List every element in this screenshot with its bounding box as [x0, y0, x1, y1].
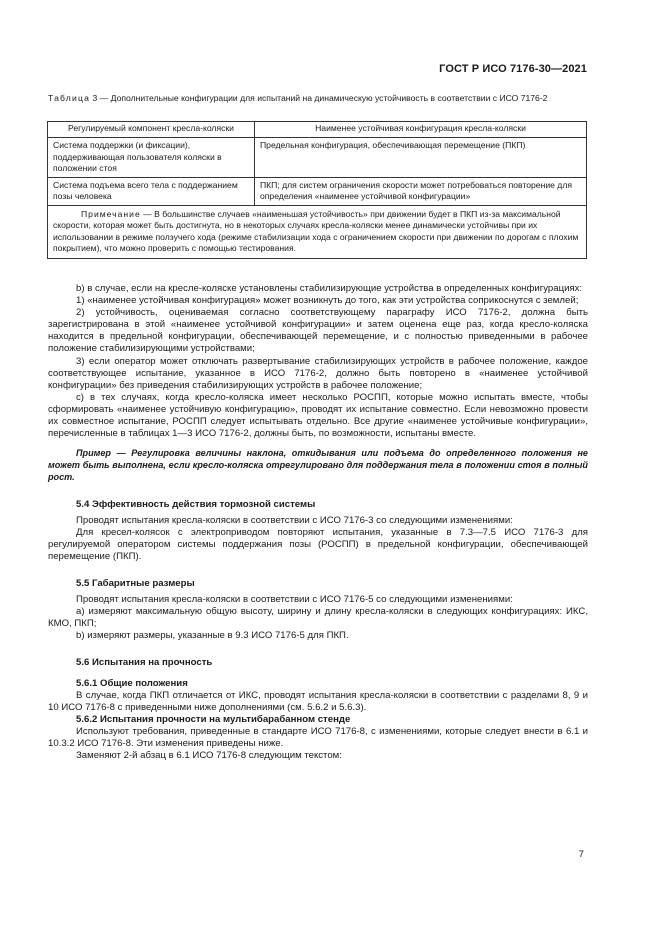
table-caption-prefix: Таблица — [48, 93, 91, 103]
table-note — [48, 205, 587, 258]
table-header-row — [48, 122, 587, 138]
table-header-cell: Наименее устойчивая конфигурация кресла-коляски — [255, 122, 587, 138]
subsection-heading-5-6-2: 5.6.2 Испытания прочности на мультибарабанном стенде — [76, 713, 351, 725]
paragraph: b) в случае, если на кресле-коляске установлены стабилизирующие устройства в определенных конфигурациях: — [76, 283, 583, 294]
table-caption-text: 3 — Дополнительные конфигурации для испытаний на динамическую устойчивость в соответствии с ИСО 7176-2 — [92, 93, 548, 103]
section-heading-5-5: 5.5 Габаритные размеры — [76, 577, 195, 589]
paragraph: 1) «наименее устойчивая конфигурация» может возникнуть до того, как эти устройства соприкоснутся с землей; — [76, 295, 579, 307]
example-paragraph: Пример — Регулировка величины наклона, откидывания или подъема до определенного положения не может быть выполнена, если кресло-коляска отрегулировано для поддержания тела в положении стоя в полный рост. — [48, 448, 588, 483]
standard-designation: ГОСТ Р ИСО 7176-30—2021 — [439, 63, 587, 75]
subsection-heading-5-6-1: 5.6.1 Общие положения — [76, 677, 188, 689]
table-row — [48, 177, 587, 205]
paragraph: Используют требования, приведенные в стандарте ИСО 7176-8, с изменениями, которые следует внести в 6.1 и 10.3.2 ИСО 7176-8. Эти изменения приведены ниже. — [48, 725, 588, 749]
document-body — [48, 283, 588, 762]
table-row — [48, 138, 587, 178]
paragraph: В случае, когда ПКП отличается от ИКС, проводят испытания кресла-коляски в соответствии с разделами 8, 9 и 10 ИСО 7176-8 с приведенными ниже дополнениями (см. 5.6.2 и 5.6.3). — [48, 689, 588, 713]
table-header-cell: Регулируемый компонент кресла-коляски — [48, 122, 255, 138]
page-number: 7 — [578, 849, 584, 860]
paragraph: 2) устойчивость, оцениваемая согласно соответствующему параграфу ИСО 7176-2, должна быть зарегистрирована в этой «наименее устойчивой конфигурации» и затем оценена еще раз, когда кресло-коляска находится в предельной конфигурации, обеспечивающей перемещение, и с полностью приведенными в рабочее положение стабилизирующими устройствами; — [48, 307, 588, 355]
section-heading-5-4: 5.4 Эффективность действия тормозной системы — [76, 498, 316, 510]
table-cell: Система подъема всего тела с поддержанием позы человека — [48, 177, 255, 205]
table-cell: Предельная конфигурация, обеспечивающая перемещение (ПКП) — [255, 138, 587, 178]
paragraph: Проводят испытания кресла-коляски в соответствии с ИСО 7176-5 со следующими изменениями: — [76, 594, 513, 606]
paragraph: Проводят испытания кресла-коляски в соответствии с ИСО 7176-3 со следующими изменениями: — [76, 514, 513, 526]
paragraph: Заменяют 2-й абзац в 6.1 ИСО 7176-8 следующим текстом: — [76, 750, 342, 762]
configuration-table — [47, 121, 587, 259]
table-cell: Система поддержки (и фиксации), поддерживающая пользователя коляски в положении стоя — [48, 138, 255, 178]
paragraph: а) измеряют максимальную общую высоту, ширину и длину кресла-коляски в следующих конфигурациях: ИКС, КМО, ПКП; — [48, 606, 588, 630]
table-caption — [48, 93, 588, 104]
table-note-prefix: Примечание — [81, 208, 141, 219]
section-heading-5-6: 5.6 Испытания на прочность — [76, 657, 213, 669]
paragraph: с) в тех случаях, когда кресло-коляска имеет несколько РОСПП, которые можно испытать вместе, чтобы сформировать «наименее устойчивую конфигурацию», проводят их испытание совместно. Если невозможно провести их совместное испытание, РОСПП следует испытывать отдельно. Все другие «наименее устойчивые конфигурации», перечисленные в таблицах 1—3 ИСО 7176-2, должны быть, по возможности, испытаны вместе. — [48, 391, 588, 440]
paragraph: Для кресел-колясок с электроприводом повторяют испытания, указанные в 7.3—7.5 ИСО 7176-3 для регулируемой оператором системы поддержания позы (РОСПП) в предельной конфигурации, обеспечивающей перемещение (ПКП). — [48, 526, 588, 562]
table-cell: ПКП; для систем ограничения скорости может потребоваться повторение для определения «наименее устойчивой конфигурации» — [255, 177, 587, 205]
paragraph: b) измеряют размеры, указанные в 9.3 ИСО 7176-5 для ПКП. — [76, 630, 349, 642]
table-note-row — [48, 205, 587, 258]
paragraph: 3) если оператор может отключать развертывание стабилизирующих устройств в рабочее положение, каждое соответствующее испытание, указанное в ИСО 7176-2, должно быть повторено в «наименее устойчивой конфигурации» без приведения стабилизирующих устройств в рабочее положение; — [48, 355, 588, 391]
table-note-text: — В большинстве случаев «наименьшая устойчивость» при движении будет в ПКП из-за максимальной скорости, которая может быть достигнута, но в некоторых случаях кресла-коляски менее динамически устойчивы при их использовании в режиме ползучего хода (режиме стабилизации хода с ограничением скорости при движении по дорогам с плохим покрытием), что можно проверить с помощью тестирования. — [53, 208, 579, 253]
